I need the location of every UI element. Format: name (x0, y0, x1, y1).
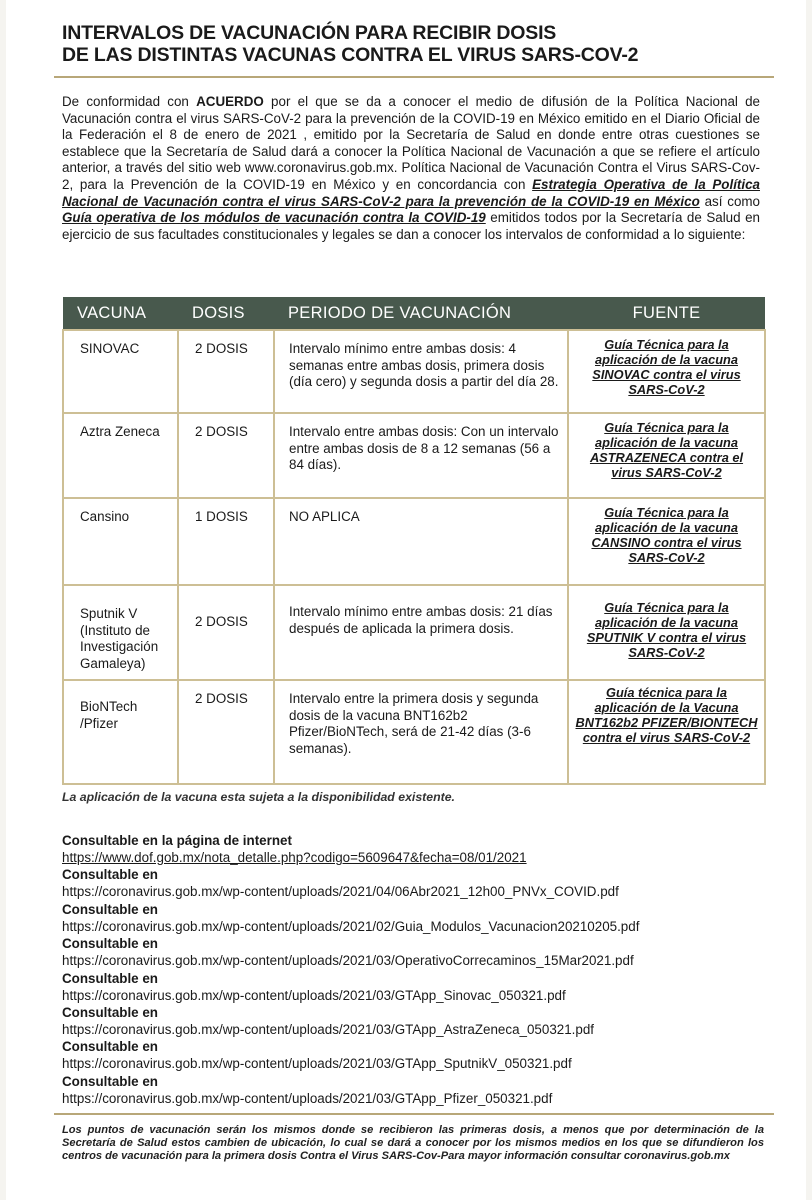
vaccine-period: Intervalo entre ambas dosis: Con un intervalo entre ambas dosis de 8 a 12 semanas (56 a 84 días). (274, 413, 568, 498)
link-url[interactable]: https://coronavirus.gob.mx/wp-content/uploads/2021/03/OperativoCorrecaminos_15Mar2021.pdf (62, 953, 634, 969)
table-row (63, 413, 765, 498)
vaccine-doses: 2 DOSIS (178, 330, 274, 413)
table-row (63, 680, 765, 784)
vaccine-doses: 1 DOSIS (178, 498, 274, 585)
vaccine-period: Intervalo mínimo entre ambas dosis: 21 días después de aplicada la primera dosis. (274, 585, 568, 680)
intro-text-2: por el que se da a conocer el medio de difusión de la Política Nacional de Vacunación contra el virus SARS-CoV-2 para la prevención de la COVID-19 en México emitido en el Diario Oficial de la Federación el 8 de enero de 2021 , emitido por la Secretaría de Salud en donde entre otras cuestiones se establece que la Secretaría de Salud dará a conocer la Política Nacional de Vacunación a que se refiere el artículo anterior, a través del sitio web www.coronavirus.gob.mx. Política Nacional de Vacunación Contra el Virus SARS-Cov-2, para la Prevención de la COVID-19 en México y en concordancia con (62, 94, 760, 192)
intro-reference-estrategia[interactable]: Estrategia Operativa de la Política Nacional de Vacunación contra el virus SARS-CoV-2 para la prevención de la COVID-19 en México (62, 176, 760, 209)
intro-text-1: De conformidad con (62, 94, 197, 109)
link-label: Consultable en (62, 970, 158, 986)
vaccine-name: Sputnik V (Instituto de Investigación Gamaleya) (63, 585, 178, 680)
availability-note: La aplicación de la vacuna esta sujeta a la disponibilidad existente. (62, 790, 455, 804)
link-label: Consultable en la página de internet (62, 833, 292, 848)
vaccine-name: SINOVAC (63, 330, 178, 413)
vaccine-name: BioNTech /Pfizer (63, 680, 178, 784)
vaccine-source-link[interactable]: Guía técnica para la aplicación de la Vacuna BNT162b2 PFIZER/BIONTECH contra el virus SARS-CoV-2 (568, 680, 765, 784)
vaccine-name: Cansino (63, 498, 178, 585)
vaccine-period: Intervalo entre la primera dosis y segunda dosis de la vacuna BNT162b2 Pfizer/BioNTech, será de 21-42 días (3-6 semanas). (274, 680, 568, 784)
link-url[interactable]: https://coronavirus.gob.mx/wp-content/uploads/2021/03/GTApp_Sinovac_050321.pdf (62, 987, 566, 1003)
vaccine-doses: 2 DOSIS (178, 680, 274, 784)
link-label: Consultable en (62, 1073, 158, 1089)
intro-paragraph (62, 94, 760, 243)
link-label: Consultable en (62, 1039, 158, 1055)
title-line-1: INTERVALOS DE VACUNACIÓN PARA RECIBIR DOSIS (62, 22, 557, 44)
intro-text-4: emitidos todos por la Secretaría de Salud en ejercicio de sus facultades constitucionales y legales se dan a conocer los intervalos de conformidad a lo siguiente: (62, 210, 760, 242)
link-url[interactable]: https://coronavirus.gob.mx/wp-content/uploads/2021/03/GTApp_Pfizer_050321.pdf (62, 1090, 553, 1106)
intro-text-3: así como (699, 193, 760, 209)
link-label: Consultable en (62, 867, 158, 883)
header-fuente: FUENTE (568, 297, 765, 330)
document-page (6, 0, 806, 1200)
footer-note: Los puntos de vacunación serán los mismos donde se recibieron las primeras dosis, a menos que por determinación de la Secretaría de Salud estos cambien de ubicación, lo cual se dará a conocer por los mismos medios en los que se difundieron los centros de vacunación para la primera dosis Contra el Virus SARS-Cov-Para mayor información consultar coronavirus.gob.mx (62, 1124, 764, 1162)
vaccine-source-link[interactable]: Guía Técnica para la aplicación de la vacuna ASTRAZENECA contra el virus SARS-CoV-2 (568, 413, 765, 498)
link-url[interactable]: https://coronavirus.gob.mx/wp-content/uploads/2021/03/GTApp_SputnikV_050321.pdf (62, 1056, 572, 1072)
table-row (63, 330, 765, 413)
vaccine-doses: 2 DOSIS (178, 585, 274, 680)
footer-divider (54, 1113, 774, 1115)
title-line-2: DE LAS DISTINTAS VACUNAS CONTRA EL VIRUS SARS-COV-2 (62, 44, 639, 66)
vaccine-source-link[interactable]: Guía Técnica para la aplicación de la vacuna SINOVAC contra el virus SARS-CoV-2 (568, 330, 765, 413)
link-label: Consultable en (62, 936, 158, 952)
link-url[interactable]: https://www.dof.gob.mx/nota_detalle.php?codigo=5609647&fecha=08/01/2021 (62, 850, 527, 865)
vaccine-period: Intervalo mínimo entre ambas dosis: 4 semanas entre ambas dosis, primera dosis (día cero) y segunda dosis a partir del día 28. (274, 330, 568, 413)
link-url[interactable]: https://coronavirus.gob.mx/wp-content/uploads/2021/03/GTApp_AstraZeneca_050321.pdf (62, 1022, 594, 1038)
vaccine-source-link[interactable]: Guía Técnica para la aplicación de la vacuna SPUTNIK V contra el virus SARS-CoV-2 (568, 585, 765, 680)
link-url[interactable]: https://coronavirus.gob.mx/wp-content/uploads/2021/02/Guia_Modulos_Vacunacion20210205.pdf (62, 918, 640, 934)
vaccine-name: Aztra Zeneca (63, 413, 178, 498)
link-label: Consultable en (62, 901, 158, 917)
vaccine-source-link[interactable]: Guía Técnica para la aplicación de la vacuna CANSINO contra el virus SARS-CoV-2 (568, 498, 765, 585)
intro-reference-guia[interactable]: Guía operativa de los módulos de vacunación contra la COVID-19 (62, 210, 486, 226)
vaccine-interval-table (62, 297, 766, 785)
table-row (63, 498, 765, 585)
vaccine-period: NO APLICA (274, 498, 568, 585)
title-divider (54, 76, 774, 78)
header-vacuna: VACUNA (63, 297, 178, 330)
intro-acuerdo: ACUERDO (196, 94, 264, 109)
table-row (63, 585, 765, 680)
table-header-row (63, 297, 765, 330)
header-periodo: PERIODO DE VACUNACIÓN (274, 297, 568, 330)
reference-links (62, 832, 782, 1107)
page-title (62, 22, 742, 66)
link-label: Consultable en (62, 1005, 158, 1021)
header-dosis: DOSIS (178, 297, 274, 330)
vaccine-doses: 2 DOSIS (178, 413, 274, 498)
link-url[interactable]: https://coronavirus.gob.mx/wp-content/uploads/2021/04/06Abr2021_12h00_PNVx_COVID.pdf (62, 884, 619, 900)
